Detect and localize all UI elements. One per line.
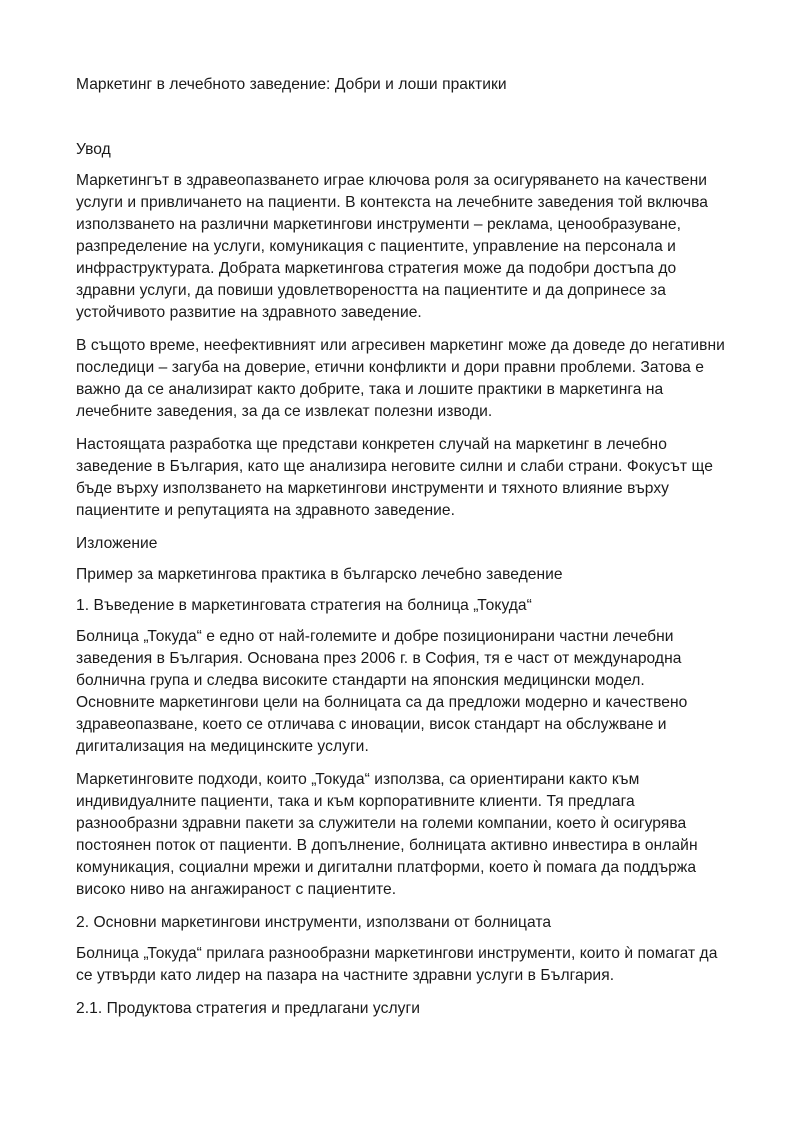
section-2-1-heading: 2.1. Продуктова стратегия и предлагани услуги	[76, 1000, 420, 1017]
intro-paragraph-2: В същото време, неефективният или агресивен маркетинг може да доведе до негативни последици – загуба на доверие, етични конфликти и дори правни проблеми. Затова е важно да се анализират както добрите, така и лошите практики в маркетинга на лечебните заведения, за да се извлекат полезни изводи.	[76, 337, 725, 420]
document-title: Маркетинг в лечебното заведение: Добри и лоши практики	[76, 76, 507, 93]
document-body	[76, 74, 726, 1029]
intro-paragraph-1: Маркетингът в здравеопазването играе ключова роля за осигуряването на качествени услуги и привличането на пациенти. В контекста на лечебните заведения той включва използването на различни маркетингови инструменти – реклама, ценообразуване, разпределение на услуги, комуникация с пациентите, управление на персонала и инфраструктурата. Добрата маркетингова стратегия може да подобри достъпа до здравни услуги, да повиши удовлетвореността на пациентите и да допринесе за устойчивото развитие на здравното заведение.	[76, 172, 709, 321]
intro-heading: Увод	[76, 141, 111, 158]
example-heading: Пример за маркетингова практика в българско лечебно заведение	[76, 566, 563, 583]
body-heading: Изложение	[76, 535, 158, 552]
section-1-heading: 1. Въведение в маркетинговата стратегия на болница „Токуда“	[76, 597, 532, 614]
section-1-paragraph-1: Болница „Токуда“ е едно от най-големите и добре позиционирани частни лечебни заведения в България. Основана през 2006 г. в София, тя е част от международна болнична група и следва високите стандарти на японския медицински модел. Основните маркетингови цели на болницата са да предложи модерно и качествено здравеопазване, което се отличава с иновации, висок стандарт на обслужване и дигитализация на медицинските услуги.	[76, 628, 688, 755]
section-2-paragraph: Болница „Токуда“ прилага разнообразни маркетингови инструменти, които ѝ помагат да се утвърди като лидер на пазара на частните здравни услуги в България.	[76, 945, 718, 984]
section-2-heading: 2. Основни маркетингови инструменти, използвани от болницата	[76, 914, 552, 931]
section-1-paragraph-2: Маркетинговите подходи, които „Токуда“ използва, са ориентирани както към индивидуалните пациенти, така и към корпоративните клиенти. Тя предлага разнообразни здравни пакети за служители на големи компании, което ѝ осигурява постоянен поток от пациенти. В допълнение, болницата активно инвестира в онлайн комуникация, социални мрежи и дигитални платформи, което ѝ помага да поддържа високо ниво на ангажираност с пациентите.	[76, 771, 698, 898]
intro-paragraph-3: Настоящата разработка ще представи конкретен случай на маркетинг в лечебно заведение в България, като ще анализира неговите силни и слаби страни. Фокусът ще бъде върху използването на маркетингови инструменти и тяхното влияние върху пациентите и репутацията на здравното заведение.	[76, 436, 713, 519]
